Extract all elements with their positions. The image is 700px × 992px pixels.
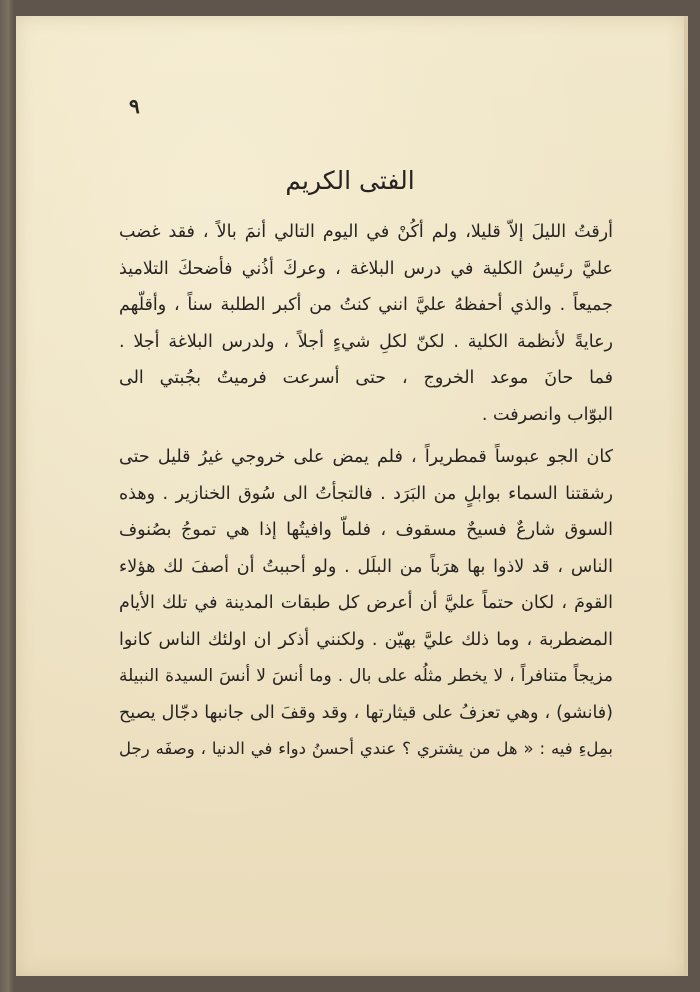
book-page [16, 16, 688, 976]
text-line: المضطربة ، وما ذلك عليَّ بهيّن . ولكنني أذكر ان اولئك الناس كانوا [119, 629, 613, 650]
paragraph-1 [119, 214, 613, 433]
paragraph-2 [119, 439, 613, 768]
page-number: ٩ [129, 94, 140, 118]
chapter-title: الفتى الكريم [285, 166, 415, 195]
text-line: أرقتُ الليلَ إلاّ قليلا، ولم أكُنْ في اليوم التالي أنمَ بالاً ، فقد غضب [119, 222, 613, 242]
body-text [119, 214, 613, 768]
text-line: جميعاً . والذي أحفظهُ عليَّ انني كنتُ من أكبر الطلبة سناً ، وأقلّهم [119, 295, 613, 315]
text-line: السوق شارعٌ فسيحٌ مسقوف ، فلماّ وافيتُها إذا هي تموجُ بصُنوف [119, 520, 613, 540]
text-line: البوّاب وانصرفت . [481, 404, 613, 425]
text-line: (فانشو) ، وهي تعزفُ على قيثارتها ، وقد وقفَ الى جانبها دجّال يصيح [119, 702, 613, 723]
text-line: رشقتنا السماء بوابلٍ من البَرَد . فالتجأتُ الى سُوق الخنازير . وهذه [119, 483, 613, 504]
text-line: فما حانَ موعد الخروج ، حتى أسرعت فرميتُ بجُبتي الى [119, 368, 613, 388]
text-line: رعايةً لأنظمة الكلية . لكنّ لكلِ شيءٍ أجلاً ، ولدرس البلاغة أجلا . [119, 331, 613, 352]
text-line: بمِلءِ فيه : « هل من يشتري ؟ عندي أحسنُ دواء في الدنيا ، وصفَه رجل [119, 739, 613, 758]
text-line: القومَ ، لكان حتماً عليَّ أن أعرض كل طبقات المدينة في تلك الأيام [119, 593, 613, 613]
text-line: عليَّ رئيسُ الكلية في درس البلاغة ، وعركَ أذُني فأضحكَ التلاميذ [119, 258, 613, 279]
text-line: الناس ، قد لاذوا بها هرَباً من البلَل . ولو أحببتُ أن أصفَ لك هؤلاء [119, 556, 613, 577]
text-line: كان الجو عبوساً قمطريراً ، فلم يمض على خروجي غيرُ قليل حتى [119, 447, 613, 467]
text-line: مزيجاً متنافراً ، لا يخطر مثلُه على بال . وما أنسَ لا أنسَ السيدة النبيلة [119, 666, 613, 686]
